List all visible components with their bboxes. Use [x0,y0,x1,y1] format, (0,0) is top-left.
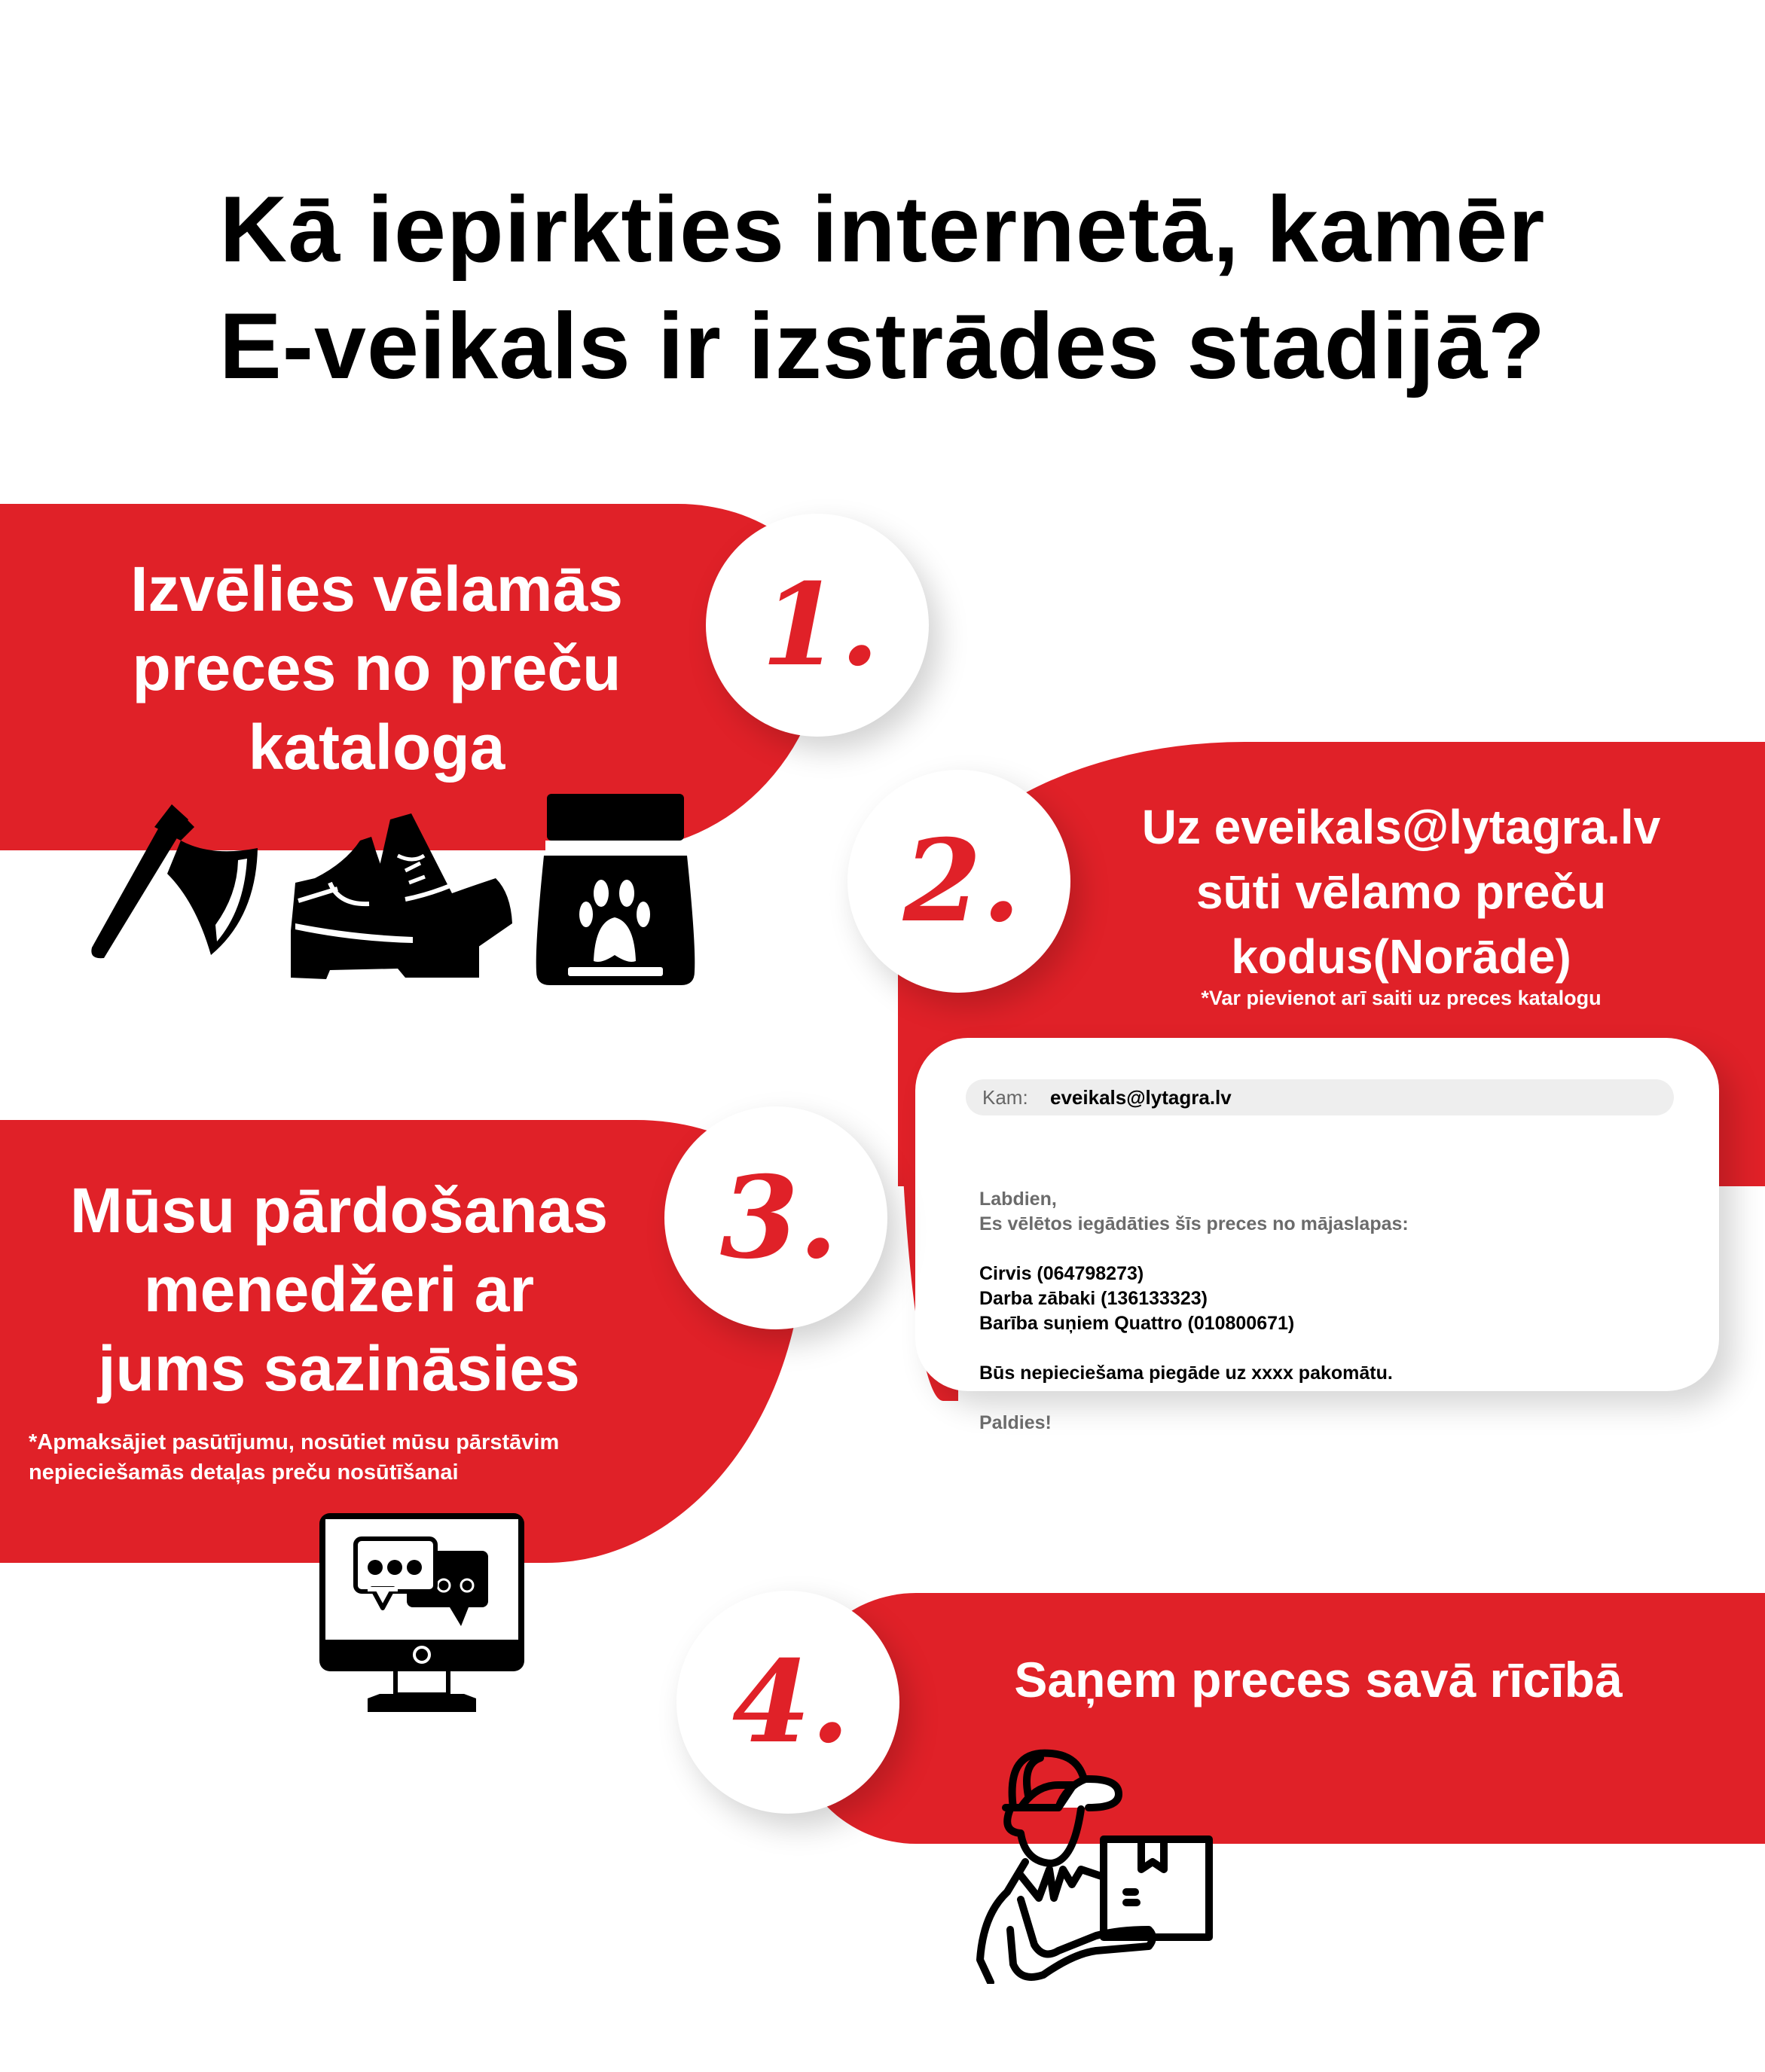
page-title [0,172,1765,405]
step-1-line-2: preces no preču [132,633,621,703]
email-to-value: eveikals@lytagra.lv [1050,1085,1232,1109]
step-3-note-line-2: nepieciešamās detaļas preču nosūtīšanai [29,1460,459,1485]
step-3-line-2: menedžeri ar [143,1254,535,1325]
step-3-line-1: Mūsu pārdošanas [69,1175,609,1246]
step-2-heading [1055,795,1748,989]
email-delivery: Būs nepieciešama piegāde uz xxxx pakomātu. [979,1363,1393,1384]
step-3-number: 3. [719,1152,838,1284]
email-to-label: Kam: [982,1085,1028,1109]
boots-icon [285,810,518,981]
step-2-line-1: Uz eveikals@lytagra.lv [1141,800,1661,854]
step-2-note: *Var pievienot arī saiti uz preces katalogu [1201,987,1602,1009]
step-3-heading [15,1171,663,1408]
step-1-line-3: kataloga [248,712,505,783]
step-3-note-line-1: *Apmaksājiet pasūtījumu, nosūtiet mūsu pārstāvim [29,1430,560,1454]
step-3-note [29,1427,559,1488]
axe-icon [83,797,264,960]
email-card [915,1038,1719,1433]
step-4-heading [942,1649,1695,1710]
step-2-number-badge [847,770,1070,993]
step-3-number-badge [664,1106,887,1329]
email-item: Cirvis (064798273) [979,1263,1144,1284]
step-2-line-2: sūti vēlamo preču [1195,865,1607,919]
step-1-line-1: Izvēlies vēlamās [130,554,623,624]
step-3-line-3: jums sazināsies [98,1333,580,1404]
email-closing: Paldies! [979,1412,1052,1433]
step-1-heading [75,550,678,787]
step-4-line-1: Saņem preces savā rīcībā [1014,1652,1623,1707]
email-to-field [966,1079,1674,1115]
email-item: Barība suņiem Quattro (010800671) [979,1313,1295,1334]
title-line-2: E-veikals ir izstrādes stadijā? [219,294,1546,398]
step-4-band [791,1593,1765,1844]
email-intro: Es vēlētos iegādāties šīs preces no mājaslapas: [979,1213,1409,1234]
step-2-line-3: kodus(Norāde) [1231,929,1571,984]
delivery-person-icon [976,1749,1214,1984]
step-1-number-badge [706,514,929,737]
step-4-number-badge [676,1591,899,1814]
step-2-number: 2. [902,815,1021,948]
monitor-chat-icon [319,1513,524,1712]
email-item: Darba zābaki (136133323) [979,1288,1208,1309]
email-body [979,1187,1409,1436]
step-1-number: 1. [761,559,880,691]
title-line-1: Kā iepirkties internetā, kamēr [219,178,1546,282]
pet-food-bag-icon [533,794,698,985]
email-greeting: Labdien, [979,1189,1057,1210]
step-4-number: 4. [731,1636,850,1768]
